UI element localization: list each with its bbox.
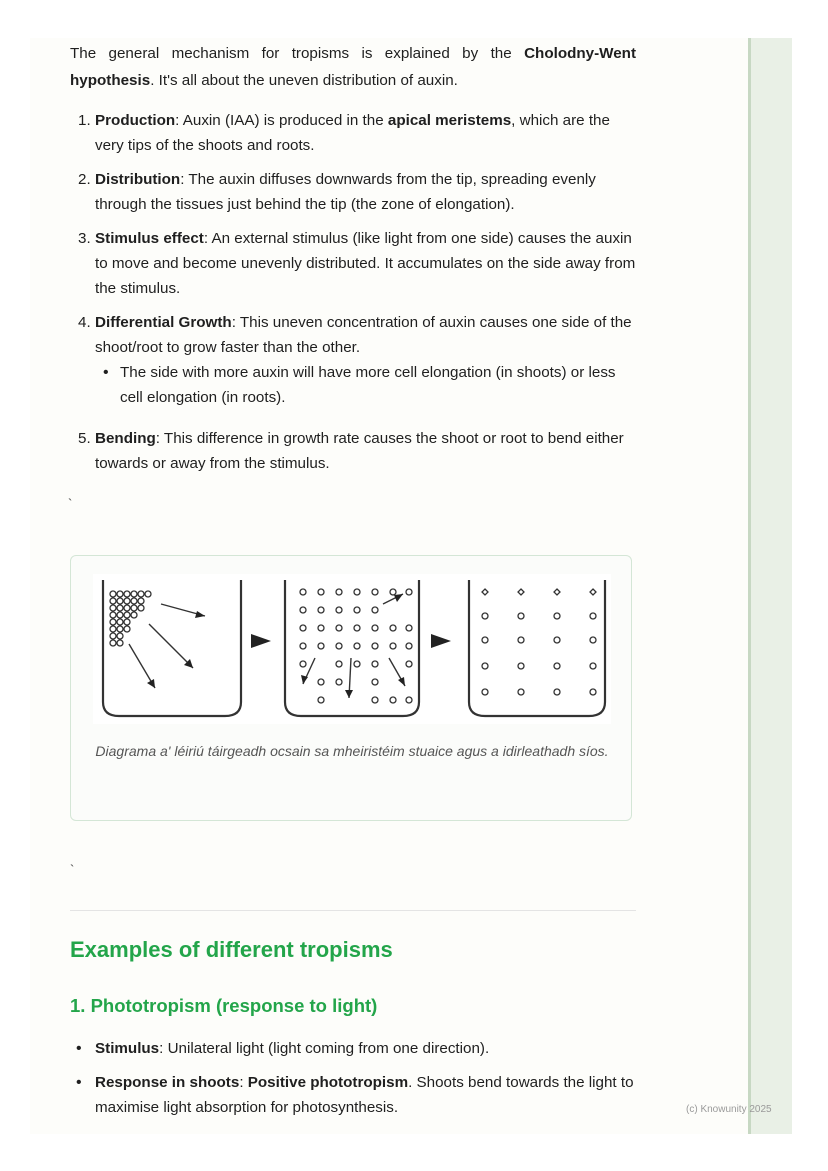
step-production: 1. Production: Auxin (IAA) is produced in the apical meristems, which are the very tips of the shoots and roots. [78, 112, 610, 154]
auxin-diagram [93, 574, 611, 724]
stray-mark: ` [68, 496, 73, 511]
step-differential-growth: 4. Differential Growth: This uneven concentration of auxin causes one side of the shoot/root to grow faster than the other. • The side with more auxin will have more cell elongation (in shoots) or less cell elongation (in roots). [70, 310, 636, 410]
document-content [70, 40, 636, 485]
section-heading: Examples of different tropisms [70, 937, 393, 962]
subsection-heading: 1. Phototropism (response to light) [70, 995, 378, 1016]
hypothesis-name: Cholodny-Went hypothesis [70, 45, 636, 89]
phototropism-list [70, 1036, 636, 1129]
figure-caption: Diagrama a' léiriú táirgeadh ocsain sa mheiristéim stuaice agus a idirleathadh síos. [95, 743, 609, 759]
step-distribution: 2. Distribution: The auxin diffuses downwards from the tip, spreading evenly through the tissues just behind the tip (the zone of elongation). [78, 171, 596, 213]
differential-growth-sublist [95, 360, 636, 410]
list-item: • The side with more auxin will have more cell elongation (in shoots) or less cell elongation (in roots). [95, 360, 636, 410]
figure-card [70, 555, 632, 821]
section-divider [70, 910, 636, 911]
intro-paragraph: The general mechanism for tropisms is explained by the Cholodny-Went hypothesis. It's all about the uneven distribution of auxin. [70, 45, 636, 89]
side-panel [748, 38, 792, 1134]
mechanism-steps [70, 108, 636, 476]
step-bending: 5. Bending: This difference in growth rate causes the shoot or root to bend either towards or away from the stimulus. [78, 430, 624, 472]
step-stimulus-effect: 3. Stimulus effect: An external stimulus (like light from one side) causes the auxin to move and become unevenly distributed. It accumulates on the side away from the stimulus. [78, 230, 636, 297]
list-item: • Response in shoots: Positive phototropism. Shoots bend towards the light to maximise light absorption for photosynthesis. [70, 1070, 636, 1120]
list-item: • Stimulus: Unilateral light (light coming from one direction). [70, 1036, 636, 1061]
copyright-notice: (c) Knowunity 2025 [686, 1104, 772, 1115]
auxin-diffusion-illustration [93, 574, 611, 724]
stray-mark: ` [70, 862, 75, 877]
